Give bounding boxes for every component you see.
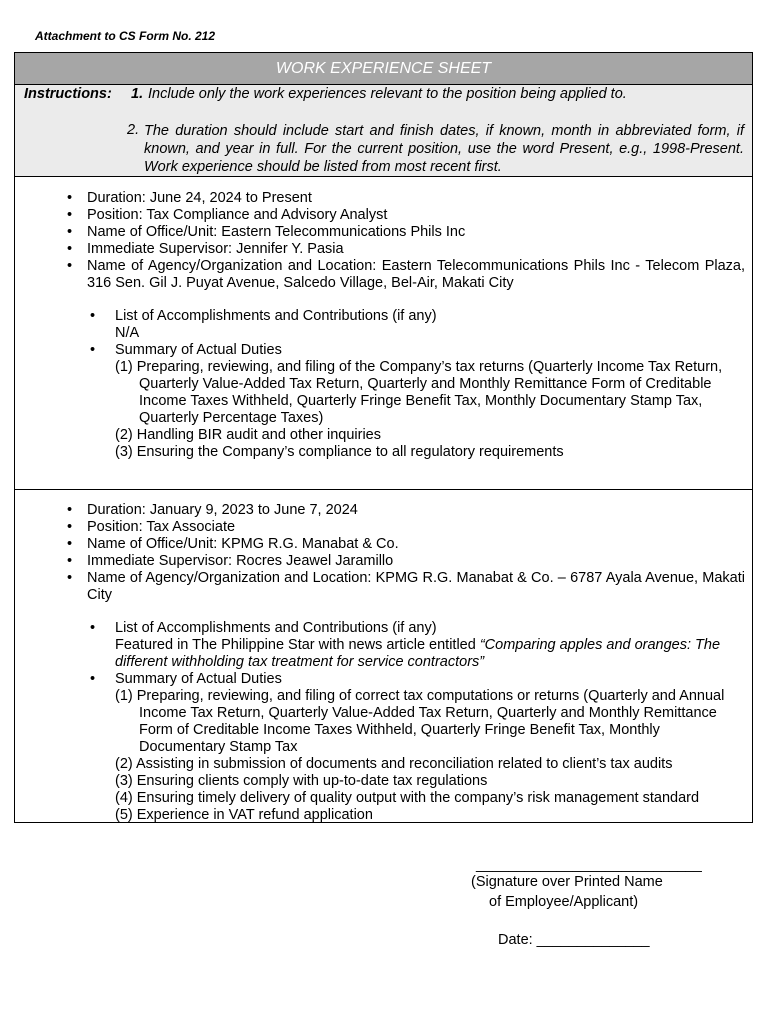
date-field: Date: ______________: [498, 932, 650, 948]
instructions-box: [15, 85, 752, 177]
instruction-1-number: 1.: [131, 86, 144, 102]
signature-caption-1: (Signature over Printed Name: [471, 874, 663, 890]
duty-item: (2) Handling BIR audit and other inquiries: [115, 427, 381, 443]
entry-office: • Name of Office/Unit: KPMG R.G. Manabat & Co.: [67, 536, 745, 553]
duties-label: • Summary of Actual Duties: [90, 342, 742, 359]
entry-office: • Name of Office/Unit: Eastern Telecommunications Phils Inc: [67, 224, 745, 241]
work-experience-sheet: [14, 52, 753, 823]
duty-item: (4) Ensuring timely delivery of quality output with the company’s risk management standard: [115, 790, 700, 806]
entry-details: [67, 502, 745, 604]
entry-duration: • Duration: June 24, 2024 to Present: [67, 190, 745, 207]
duty-item: (3) Ensuring the Company’s compliance to all regulatory requirements: [115, 444, 564, 460]
duty-item: (2) Assisting in submission of documents and reconciliation related to client’s tax audits: [115, 756, 673, 772]
accomplishments-label: • List of Accomplishments and Contributions (if any): [90, 308, 742, 325]
accomplishments-prefix: Featured in The Philippine Star with news article entitled: [115, 637, 480, 653]
duty-item: (1) Preparing, reviewing, and filing of the Company’s tax returns (Quarterly Income Tax Return, Quarterly Value-Added Tax Return, Quarterly and Monthly Remittance Form of Creditable Income Taxes Withheld, Quarterly Fringe Benefit Tax, Monthly Documentary Stamp Tax, Quarterly Percentage Taxes): [115, 359, 723, 426]
entry-duration: • Duration: January 9, 2023 to June 7, 2024: [67, 502, 745, 519]
entry-sub-details: [90, 308, 742, 461]
duty-item: (5) Experience in VAT refund application: [115, 807, 373, 823]
duty-item: (3) Ensuring clients comply with up-to-date tax regulations: [115, 773, 488, 789]
signature-caption-2: of Employee/Applicant): [489, 894, 639, 910]
entry-supervisor: • Immediate Supervisor: Rocres Jeawel Jaramillo: [67, 553, 745, 570]
attachment-label: Attachment to CS Form No. 212: [35, 29, 216, 43]
instruction-1-text: Include only the work experiences relevant to the position being applied to.: [148, 86, 627, 102]
sheet-title: WORK EXPERIENCE SHEET: [15, 53, 752, 85]
duties-label: • Summary of Actual Duties: [90, 671, 742, 688]
work-entry: [15, 177, 752, 490]
instruction-2-number: 2.: [127, 122, 140, 138]
article-title: “Comparing apples and oranges: The different withholding tax treatment for service contractors”: [115, 637, 721, 670]
entry-supervisor: • Immediate Supervisor: Jennifer Y. Pasia: [67, 241, 745, 258]
accomplishments-text: [90, 637, 742, 671]
instruction-2-text: The duration should include start and finish dates, if known, month in abbreviated form, if known, and year in full. For the current position, use the word Present, e.g., 1998-Present. Work experience should be listed from most recent first.: [144, 123, 744, 175]
entry-agency: • Name of Agency/Organization and Location: KPMG R.G. Manabat & Co. – 6787 Ayala Avenue, Makati City: [67, 570, 745, 604]
instructions-label: Instructions:: [24, 86, 112, 102]
signature-line: ____________________________: [476, 857, 702, 873]
accomplishments-label: • List of Accomplishments and Contributions (if any): [90, 620, 742, 637]
duty-item: (1) Preparing, reviewing, and filing of correct tax computations or returns (Quarterly and Annual Income Tax Return, Quarterly Value-Added Tax Return, Quarterly and Monthly Remittance Form of Creditable Income Taxes Withheld, Quarterly Fringe Benefit Tax, Monthly Documentary Stamp Tax: [115, 688, 725, 755]
work-entry: [15, 490, 752, 822]
accomplishments-text: N/A: [115, 325, 140, 341]
entry-sub-details: [90, 620, 742, 824]
entry-position: • Position: Tax Associate: [67, 519, 745, 536]
entry-position: • Position: Tax Compliance and Advisory Analyst: [67, 207, 745, 224]
entry-details: [67, 190, 745, 292]
entry-agency: • Name of Agency/Organization and Location: Eastern Telecommunications Phils Inc - Telecom Plaza, 316 Sen. Gil J. Puyat Avenue, Salcedo Village, Bel-Air, Makati City: [67, 258, 745, 292]
